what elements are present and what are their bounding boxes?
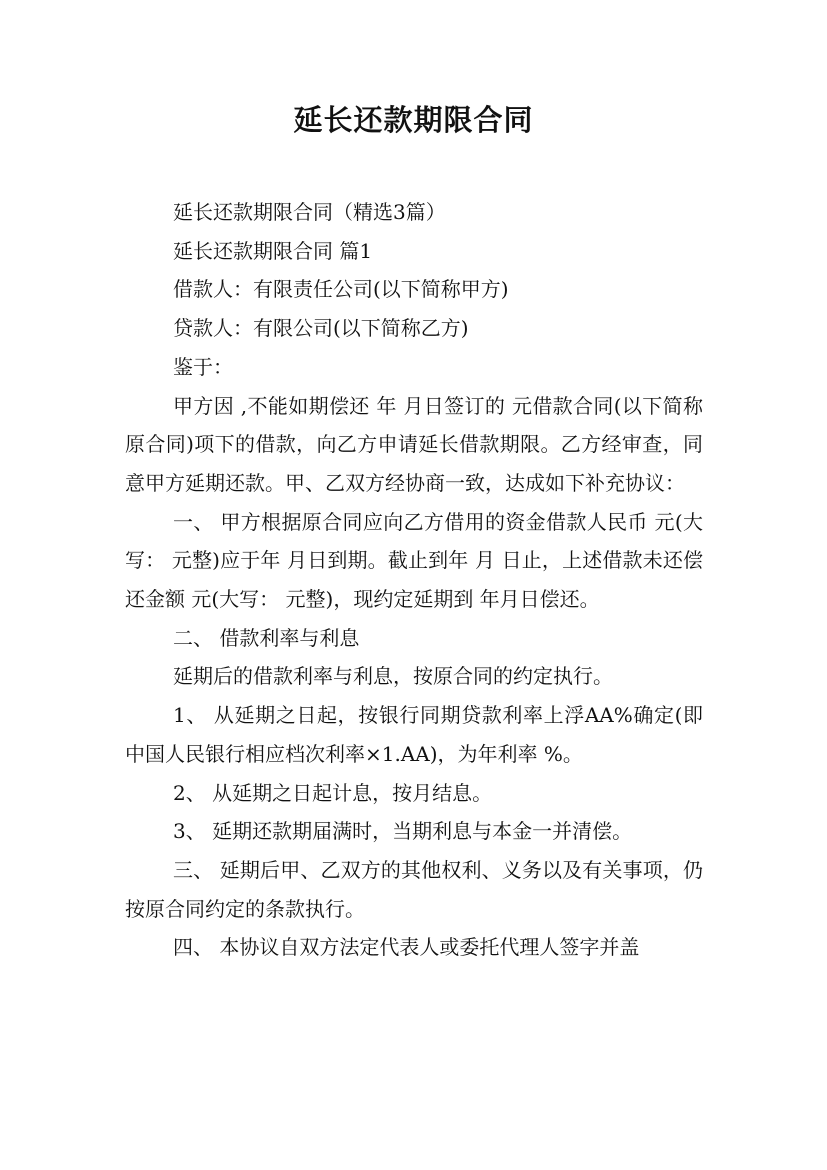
paragraph-section-heading: 延长还款期限合同 篇1 [173, 238, 373, 263]
paragraph-clause-4: 四、 本协议自双方法定代表人或委托代理人签字并盖 [173, 935, 640, 960]
paragraph-lender: 贷款人：有限公司(以下简称乙方) [173, 316, 469, 341]
document-title: 延长还款期限合同 [293, 103, 534, 137]
paragraph-whereas: 鉴于： [173, 354, 233, 379]
paragraph-clause-3: 三、 延期后甲、乙双方的其他权利、义务以及有关事项，仍按原合同约定的条款执行。 [125, 857, 703, 921]
paragraph-clause-1: 一、 甲方根据原合同应向乙方借用的资金借款人民币 元(大写： 元整)应于年 月日到期。截止到年 月 日止，上述借款未还偿还金额 元(大写： 元整)，现约定延期到 年月日偿还。 [125, 509, 703, 612]
paragraph-background: 甲方因 ,不能如期偿还 年 月日签订的 元借款合同(以下简称原合同)项下的借款，向乙方申请延长借款期限。乙方经审查，同意甲方延期还款。甲、乙双方经协商一致，达成如下补充协议： [125, 393, 703, 495]
paragraph-clause-2-item-2: 2、 从延期之日起计息，按月结息。 [173, 780, 493, 805]
paragraph-clause-2-heading: 二、 借款利率与利息 [173, 625, 360, 650]
document-body [125, 193, 703, 967]
paragraph-clause-2-intro: 延期后的借款利率与利息，按原合同的约定执行。 [173, 664, 613, 689]
paragraph-borrower: 借款人：有限责任公司(以下简称甲方) [173, 277, 509, 302]
paragraph-subtitle: 延长还款期限合同（精选3篇） [173, 200, 446, 224]
paragraph-clause-2-item-1: 1、 从延期之日起，按银行同期贷款利率上浮AA%确定(即中国人民银行相应档次利率×1.AA)，为年利率 %。 [125, 703, 703, 766]
paragraph-clause-2-item-3: 3、 延期还款期届满时，当期利息与本金一并清偿。 [173, 819, 633, 844]
